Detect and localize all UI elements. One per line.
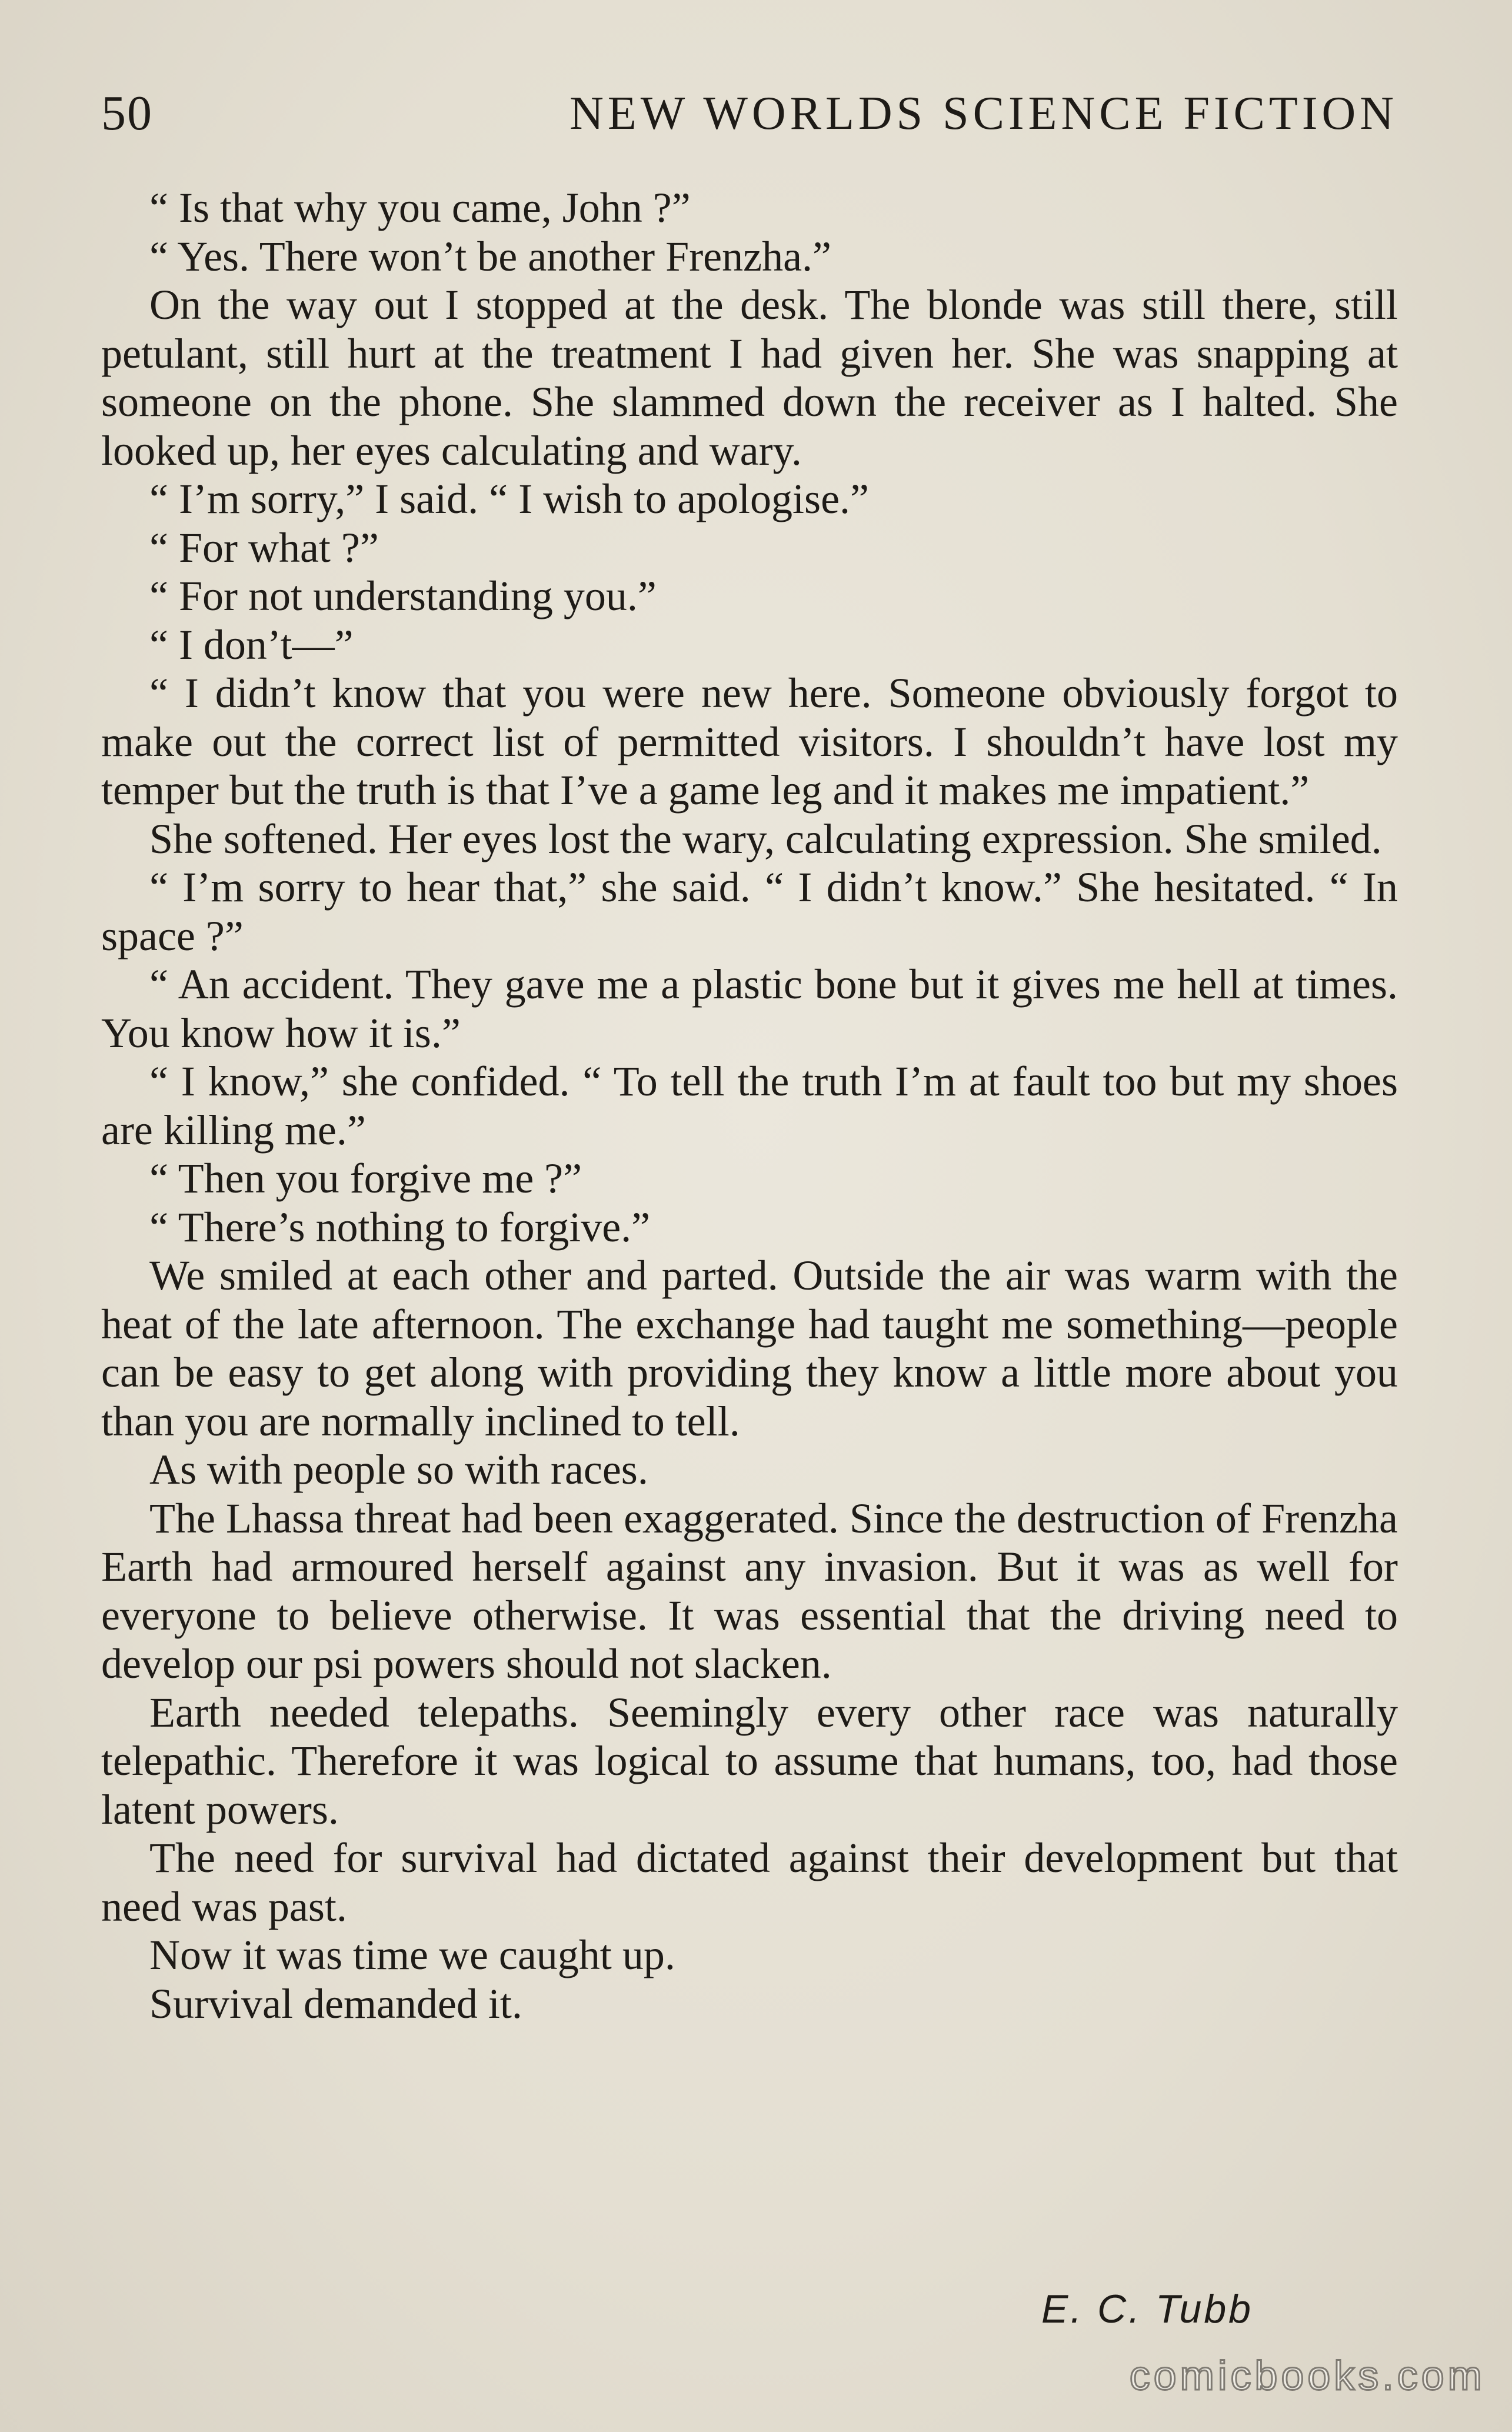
- paragraph: “ For not understanding you.”: [149, 572, 657, 619]
- paragraph: “ Then you forgive me ?”: [149, 1155, 582, 1202]
- paragraph: She softened. Her eyes lost the wary, calculating expression. She smiled.: [149, 815, 1382, 862]
- paragraph: “ For what ?”: [149, 524, 379, 571]
- paragraph: We smiled at each other and parted. Outside the air was warm with the heat of the late afternoon. The exchange had taught me something—people can be easy to get along with providing they know a little more about you than you are normally inclined to tell.: [101, 1252, 1398, 1445]
- running-title: NEW WORLDS SCIENCE FICTION: [570, 88, 1398, 139]
- paragraph: As with people so with races.: [149, 1446, 648, 1493]
- paragraph: “ I’m sorry to hear that,” she said. “ I didn’t know.” She hesitated. “ In space ?”: [101, 864, 1398, 960]
- paragraph: “ There’s nothing to forgive.”: [149, 1203, 651, 1251]
- paragraph: The need for survival had dictated against their development but that need was past.: [101, 1834, 1398, 1930]
- page-header: [101, 81, 1398, 146]
- paragraph: On the way out I stopped at the desk. The blonde was still there, still petulant, still hurt at the treatment I had given her. She was snapping at someone on the phone. She slammed down the receiver as I halted. She looked up, her eyes calculating and wary.: [101, 281, 1398, 474]
- paragraph: The Lhassa threat had been exaggerated. Since the destruction of Frenzha Earth had armoured herself against any invasion. But it was as well for everyone to believe otherwise. It was essential that the driving need to develop our psi powers should not slacken.: [101, 1494, 1398, 1687]
- paragraph: “ Yes. There won’t be another Frenzha.”: [149, 232, 831, 280]
- paragraph: “ I know,” she confided. “ To tell the truth I’m at fault too but my shoes are killing me.”: [101, 1058, 1398, 1154]
- watermark: comicbooks.com: [1129, 2353, 1486, 2398]
- paragraph: “ I don’t—”: [149, 621, 354, 668]
- paragraph: Earth needed telepaths. Seemingly every other race was naturally telepathic. Therefore it was logical to assume that humans, too, had those latent powers.: [101, 1688, 1398, 1833]
- paragraph: “ I didn’t know that you were new here. Someone obviously forgot to make out the correct list of permitted visitors. I shouldn’t have lost my temper but the truth is that I’ve a game leg and it makes me impatient.”: [101, 669, 1398, 814]
- paragraph: Survival demanded it.: [149, 1980, 522, 2027]
- paragraph: “ Is that why you came, John ?”: [149, 184, 691, 231]
- paragraph: Now it was time we caught up.: [149, 1931, 675, 1978]
- story-text: [101, 184, 1398, 2028]
- author-signature: E. C. Tubb: [1041, 2287, 1253, 2331]
- paragraph: “ I’m sorry,” I said. “ I wish to apologise.”: [149, 475, 869, 522]
- page-number: 50: [101, 86, 153, 141]
- paragraph: “ An accident. They gave me a plastic bone but it gives me hell at times. You know how it is.”: [101, 961, 1398, 1057]
